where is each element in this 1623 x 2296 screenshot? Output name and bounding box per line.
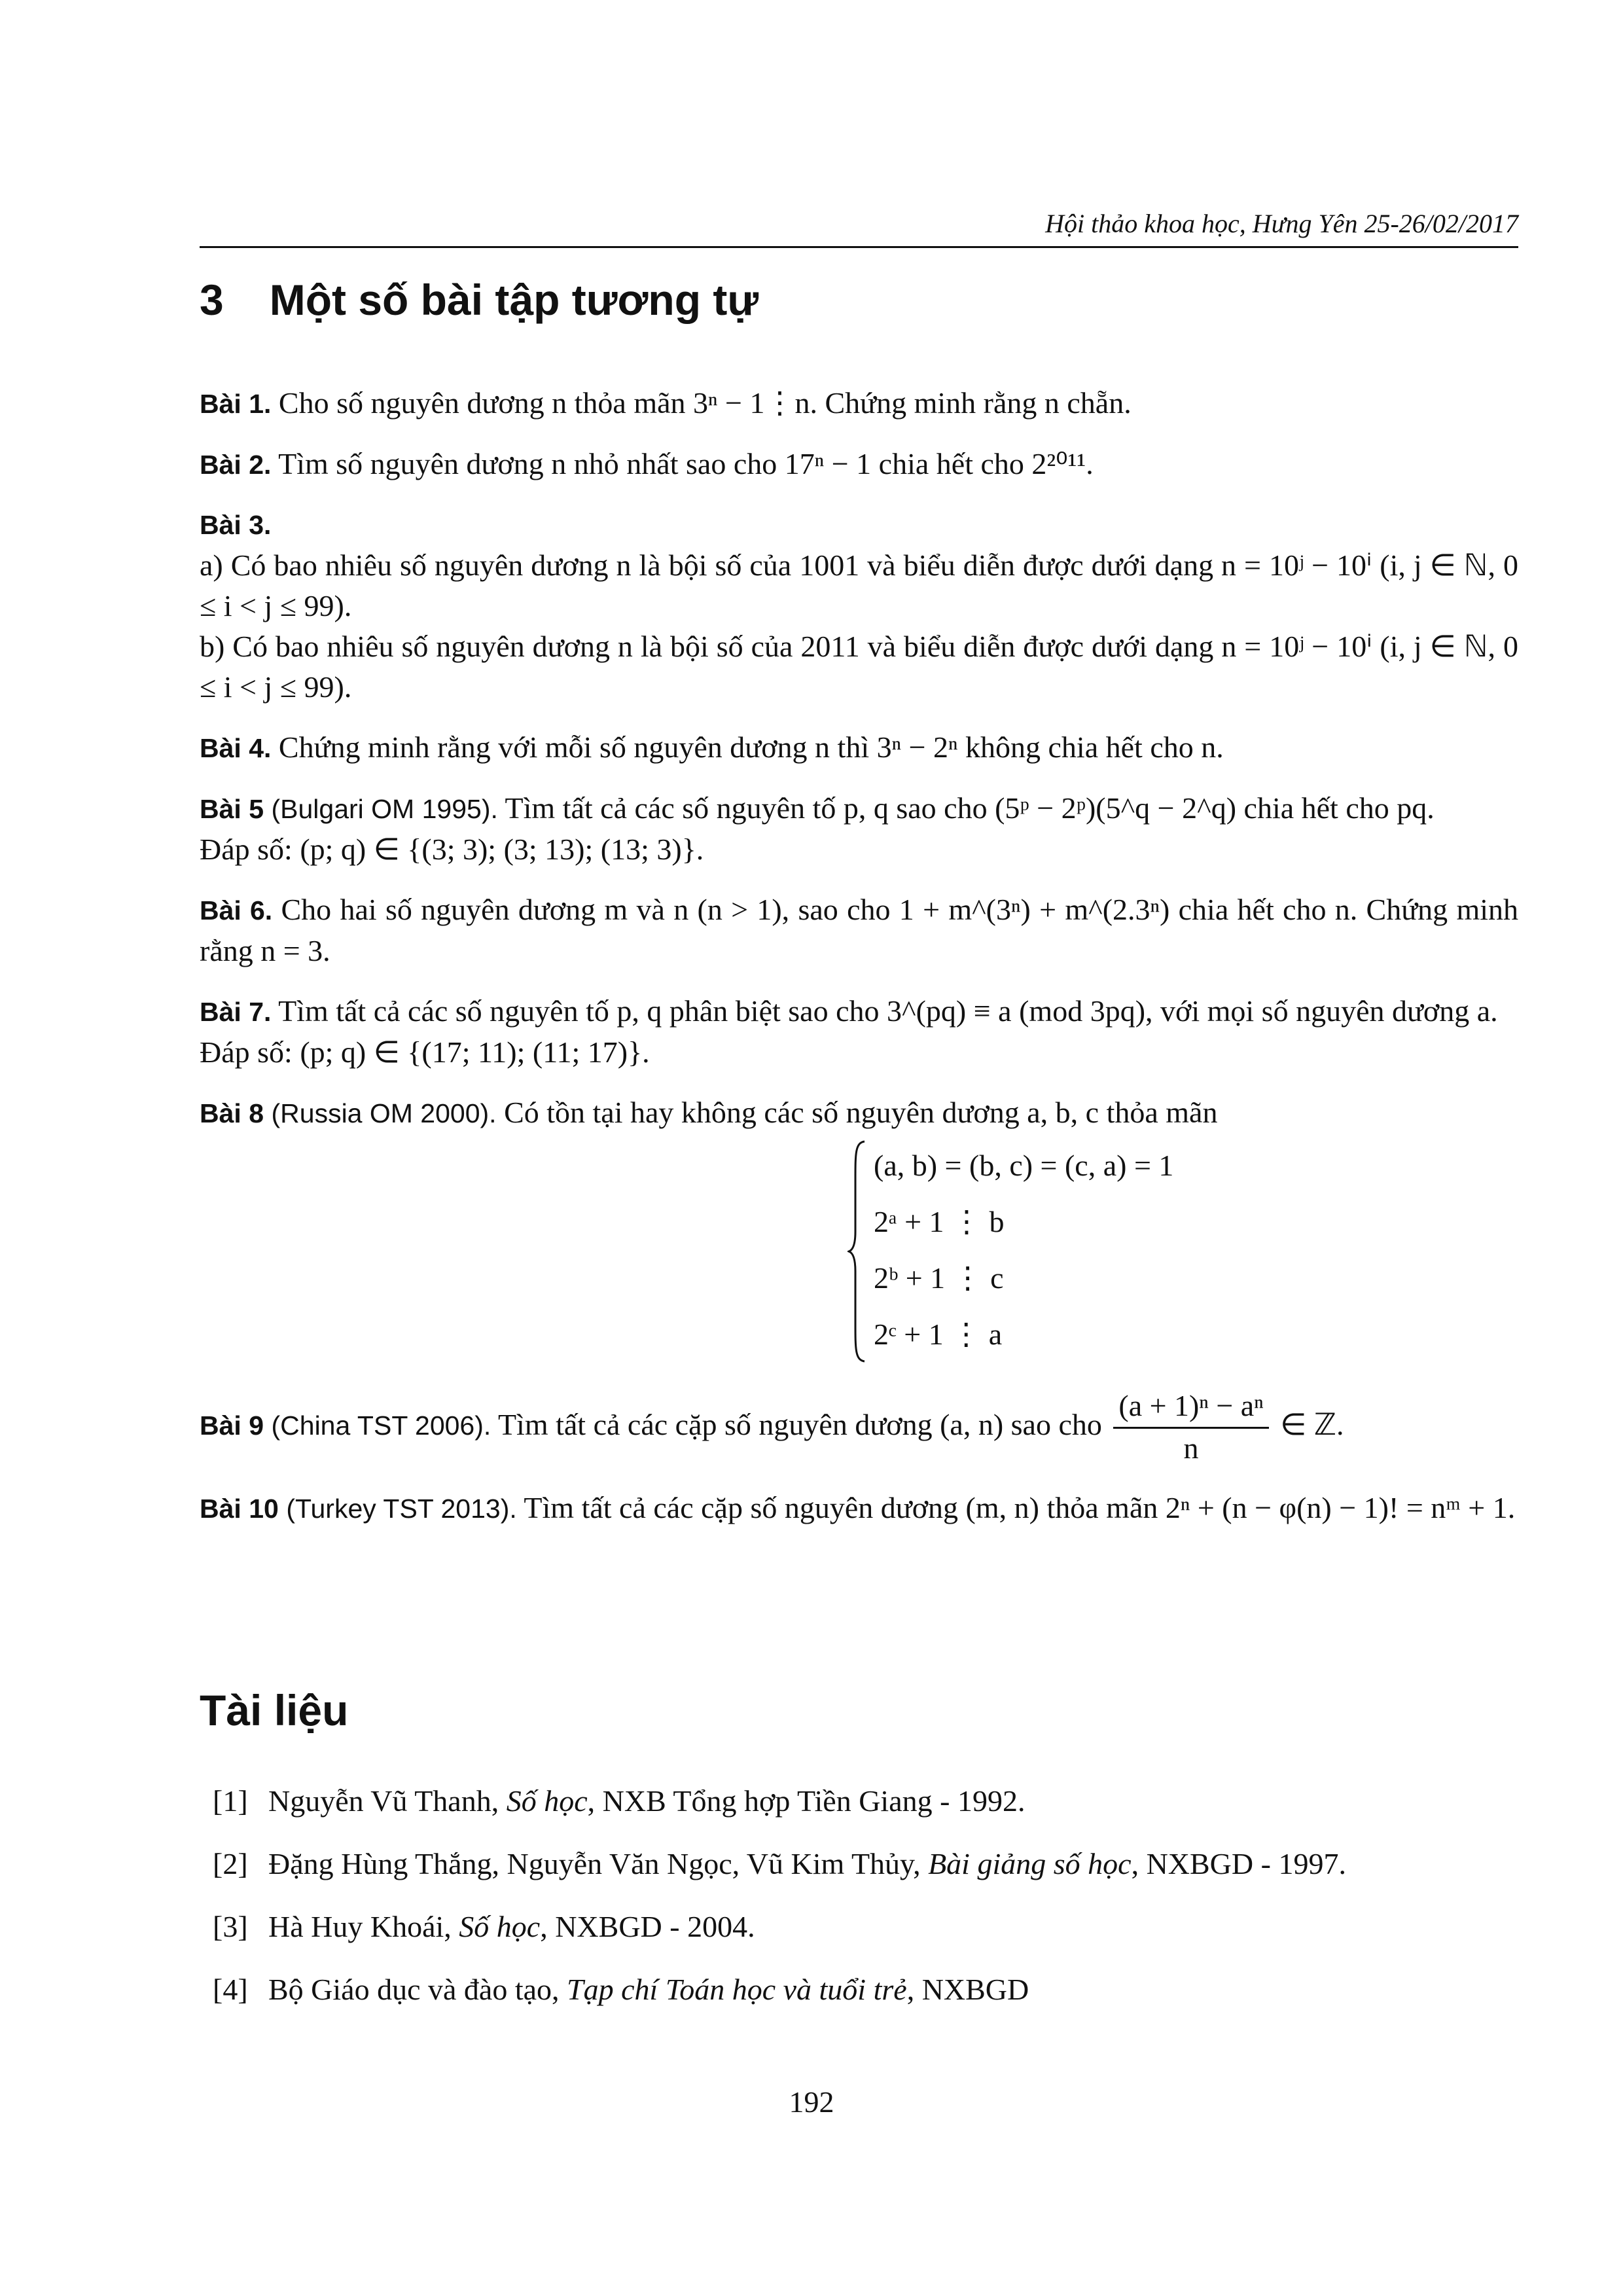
- problem-source: (Turkey TST 2013).: [286, 1494, 517, 1524]
- problem-source: (China TST 2006).: [271, 1410, 491, 1441]
- reference-item: [213, 1972, 1522, 2035]
- problem-1: [200, 383, 1518, 424]
- problem-text: Tìm tất cả các số nguyên tố p, q sao cho (5ᵖ − 2ᵖ)(5^q − 2^q) chia hết cho pq.: [505, 791, 1435, 825]
- reference-rest: , NXB Tổng hợp Tiền Giang - 1992.: [587, 1784, 1026, 1818]
- problem-label: Bài 4.: [200, 733, 272, 763]
- problem-source: (Russia OM 2000).: [271, 1098, 497, 1128]
- reference-work: Số học: [459, 1910, 541, 1943]
- reference-authors: Bộ Giáo dục và đào tạo,: [268, 1973, 560, 2006]
- problem-5: [200, 788, 1518, 870]
- section-number: 3: [200, 276, 224, 324]
- reference-rest: , NXBGD - 1997.: [1131, 1847, 1346, 1880]
- system-line-1: (a, b) = (b, c) = (c, a) = 1: [874, 1149, 1174, 1182]
- problem-part-b: b) Có bao nhiêu số nguyên dương n là bội số của 2011 và biểu diễn được dưới dạng n = 10ʲ − 10ⁱ (i, j ∈ ℕ, 0 ≤ i < j ≤ 99).: [200, 630, 1518, 704]
- problem-label: Bài 3.: [200, 510, 272, 540]
- reference-index: [3]: [213, 1910, 248, 1943]
- section-title: [200, 275, 758, 325]
- fraction: [1113, 1388, 1268, 1468]
- problem-answer: Đáp số: (p; q) ∈ {(3; 3); (3; 13); (13; 3)}.: [200, 833, 704, 866]
- problem-8: [200, 1092, 1518, 1368]
- reference-work: Tạp chí Toán học và tuổi trẻ: [567, 1973, 907, 2006]
- problem-text: Tìm tất cả các cặp số nguyên dương (m, n) thỏa mãn 2ⁿ + (n − φ(n) − 1)! = nᵐ + 1.: [524, 1491, 1516, 1524]
- reference-work: Bài giảng số học: [928, 1847, 1132, 1880]
- reference-index: [1]: [213, 1784, 248, 1818]
- reference-index: [2]: [213, 1847, 248, 1880]
- problem-label: Bài 2.: [200, 450, 272, 480]
- equation-system: [847, 1138, 1518, 1368]
- reference-item: [213, 1846, 1522, 1909]
- problem-9: [200, 1388, 1518, 1468]
- system-line-4: 2ᶜ + 1 ⋮ a: [874, 1318, 1003, 1351]
- fraction-denominator: n: [1183, 1431, 1199, 1465]
- problem-text: Tìm tất cả các số nguyên tố p, q phân biệt sao cho 3^(pq) ≡ a (mod 3pq), với mọi số nguyên dương a.: [278, 994, 1498, 1028]
- problem-list: [200, 383, 1518, 1549]
- left-brace-icon: [847, 1140, 866, 1363]
- problem-label: Bài 6.: [200, 895, 273, 925]
- problem-text: Tìm tất cả các cặp số nguyên dương (a, n) sao cho: [497, 1408, 1102, 1442]
- problem-part-a: a) Có bao nhiêu số nguyên dương n là bội số của 1001 và biểu diễn được dưới dạng n = 10ʲ − 10ⁱ (i, j ∈ ℕ, 0 ≤ i < j ≤ 99).: [200, 548, 1518, 622]
- problem-label: Bài 7.: [200, 997, 272, 1027]
- problem-text: Cho hai số nguyên dương m và n (n > 1), sao cho 1 + m^(3ⁿ) + m^(2.3ⁿ) chia hết cho n. Chứng minh rằng n = 3.: [200, 893, 1519, 967]
- problem-4: [200, 727, 1518, 768]
- problem-label: Bài 1.: [200, 389, 272, 419]
- references-title: Tài liệu: [200, 1686, 349, 1734]
- reference-authors: Nguyễn Vũ Thanh,: [268, 1784, 499, 1818]
- reference-rest: , NXBGD: [906, 1973, 1029, 2006]
- problem-label: Bài 8: [200, 1098, 264, 1128]
- reference-list: [213, 1784, 1522, 2035]
- problem-source: (Bulgari OM 1995).: [271, 794, 498, 824]
- reference-authors: Hà Huy Khoái,: [268, 1910, 452, 1943]
- problem-text: Chứng minh rằng với mỗi số nguyên dương n thì 3ⁿ − 2ⁿ không chia hết cho n.: [278, 730, 1224, 764]
- problem-7: [200, 991, 1518, 1073]
- problem-2: [200, 444, 1518, 485]
- problem-3: [200, 505, 1518, 708]
- problem-label: Bài 10: [200, 1494, 279, 1524]
- problem-6: [200, 889, 1518, 971]
- problem-text: Tìm số nguyên dương n nhỏ nhất sao cho 17ⁿ − 1 chia hết cho 2²⁰¹¹.: [278, 447, 1094, 480]
- running-header: Hội thảo khoa học, Hưng Yên 25-26/02/2017: [1045, 209, 1518, 238]
- problem-answer: Đáp số: (p; q) ∈ {(17; 11); (11; 17)}.: [200, 1035, 650, 1069]
- problem-label: Bài 9: [200, 1410, 264, 1441]
- system-line-2: 2ᵃ + 1 ⋮ b: [874, 1205, 1005, 1238]
- reference-index: [4]: [213, 1973, 248, 2006]
- section-heading: Một số bài tập tương tự: [269, 276, 759, 324]
- page-number: 192: [789, 2085, 834, 2119]
- reference-rest: , NXBGD - 2004.: [540, 1910, 755, 1943]
- problem-label: Bài 5: [200, 794, 264, 824]
- problem-tail: ∈ ℤ.: [1280, 1408, 1344, 1442]
- problem-text: Cho số nguyên dương n thỏa mãn 3ⁿ − 1⋮n. Chứng minh rằng n chẵn.: [278, 386, 1132, 420]
- problem-10: [200, 1488, 1518, 1529]
- reference-authors: Đặng Hùng Thắng, Nguyễn Văn Ngọc, Vũ Kim Thủy,: [268, 1847, 921, 1880]
- reference-work: Số học: [506, 1784, 588, 1818]
- reference-item: [213, 1784, 1522, 1846]
- reference-item: [213, 1909, 1522, 1972]
- system-line-3: 2ᵇ + 1 ⋮ c: [874, 1261, 1004, 1295]
- problem-text: Có tồn tại hay không các số nguyên dương a, b, c thỏa mãn: [504, 1096, 1218, 1129]
- fraction-numerator: (a + 1)ⁿ − aⁿ: [1113, 1388, 1268, 1429]
- header-rule: [200, 246, 1518, 248]
